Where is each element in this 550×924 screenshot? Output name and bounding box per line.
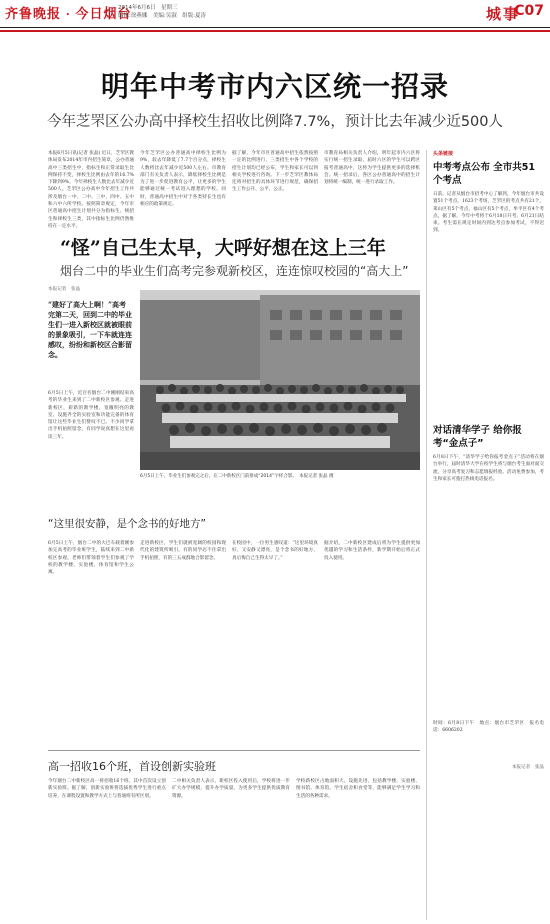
feature-section-col3: 在校园中，一位男生感叹道：“这里环境真好，又安静又漂亮，是个念书的好地方，真后悔自己生得太早了。”: [232, 541, 318, 561]
sidebar: [426, 150, 544, 920]
sidebar-item2-info: 时间：6月8日下午 地点：烟台市芝罘区 报名电话：6606202: [433, 721, 544, 734]
issue-info: [118, 4, 206, 20]
feature-pull-quote: “建好了高大上啊！”高考完第二天，回到二中的毕业生们一进入新校区就被眼前的景象吸引，一下车就连连感叹，纷纷和新校区合影留念。: [48, 300, 132, 359]
editors-line: 编辑:徐燕娜 美编:吴淑 组版:夏涛: [118, 13, 207, 19]
feature-byline: 本报记者 张晶: [48, 287, 81, 292]
page-header: [0, 0, 550, 28]
bottom-headline: 高一招收16个班，首设创新实验班: [48, 760, 216, 773]
sidebar-item1-title: 中考考点公布 全市共51个考点: [433, 162, 536, 186]
header-divider: [0, 30, 550, 32]
group-photo: [140, 290, 420, 470]
feature-section-heading: “这里很安静，是个念书的好地方”: [48, 518, 206, 530]
section-name: 城事: [485, 5, 520, 23]
edition-name: 今日烟台: [75, 7, 132, 22]
feature-section-col2: 走进新校区，学生们就被宽阔的校园和现代化的建筑所吸引，有的同学忍不住拿出手机拍照，有的三五成群地合影留念。: [140, 541, 226, 561]
sidebar-item2-title: 对话清华学子 给你报考“金点子”: [433, 425, 522, 449]
feature-section-col4: 据介绍，二中新校区建成后将为学生提供更加优越的学习和生活条件，新学期开始后将正式投入使用。: [324, 541, 420, 561]
date-line: 2014年6月6日 星期三: [118, 5, 178, 11]
sidebar-item1-text: 日前，记者从烟台市招考中心了解到，今年烟台市共设置51个考点，1623个考场，芝罘区的考点共有21个，莱山区有5个考点，福山区有5个考点，牟平区有4个考点。据了解，今年中考将于6月18日开考，6月21日结束。考生需在规定时间内到达考点参加考试，不得迟到。: [433, 192, 544, 234]
photo-caption: 6月5日上午，毕业生们参观完之后，在二中新校区门前排成“2014”字样合影。 本报记者 张晶 摄: [140, 474, 334, 479]
masthead-title: 齐鲁晚报: [5, 7, 62, 22]
feature-subheadline: 烟台二中的毕业生们高考完参观新校区，连连惊叹校园的“高大上”: [60, 264, 409, 278]
bottom-article-col2: 二中相关负责人表示，新校区投入使用后，学校将进一步扩大办学规模，提升办学质量，为更多学生提供优质教育资源。: [172, 779, 290, 799]
main-headline: 明年中考市内六区统一招录: [100, 70, 449, 103]
section-divider: [48, 750, 420, 751]
feature-intro-text: 6月5日上午，近百名烟台二中刚刚结束高考的毕业生来到了二中新校区参观。走进新校区，崭新的教学楼、宽敞明亮的教室、设施齐全的实验室和功能完备的体育馆让这些毕业生们赞叹不已。不少同学拿出手机拍照留念，有同学说真想在这里再读三年。: [48, 391, 134, 440]
main-subheadline: 今年芝罘区公办高中择校生招收比例降7.7%，预计比去年减少近500人: [46, 114, 503, 130]
lead-article-col1: 本报6月5日讯(记者 张晶) 近日，芝罘区教体局发布2014年市内招生简章，公办普通高中三类招生中，指标生和正常录取生比例保持不变，择校生比例由去年的16.7%下降到9%，今年择校生人数比去年减少近500人。芝罘区公办高中今年招生工作共涉及烟台一中、二中、三中、四中、五中和六中六所学校。按照简章规定，今年市区普通高中招生计划共分为指标生、统招生和择校生三类，其中指标生比例仍然维持在一定水平。: [48, 151, 134, 229]
bottom-article-col1: 今年烟台二中新校区高一将招收16个班，其中首次设立创新实验班。据了解，创新实验班将选拔优秀学生进行重点培养，在课程设置和教学方式上与普通班有所区别。: [48, 779, 166, 799]
bottom-article-col3: 学校新校区占地面积大，设施先进，包括教学楼、实验楼、图书馆、体育馆、学生宿舍和食堂等，能够满足学生学习和生活的各种需求。: [296, 779, 420, 799]
lead-article-col4: 市教育局相关负责人介绍，明年起市内六区将实行统一招生录取，届时六区的学生可以跨区报考普通高中，这将为学生提供更多的选择机会。统一招录后，各区公办普通高中的招生计划将统一编制，统一进行录取工作。: [324, 151, 420, 186]
group-photo-illustration: [140, 290, 420, 470]
sidebar-item2-text: 6月8日下午，“清华学子给你报考金点子”活动将在烟台举行，届时清华大学在校学生将与烟台考生面对面交流，分享高考复习和志愿填报经验。活动免费参加，考生和家长可拨打热线电话报名。: [433, 455, 544, 482]
feature-section-col1: 6月5日上午，烟台二中的大巴车载着刚参加完高考的毕业班学生，陆续来到二中新校区参观。老师们带领着学生们参观了学校的教学楼、实验楼、体育馆和学生公寓。: [48, 541, 134, 576]
page-code: C07: [514, 3, 544, 19]
masthead: 齐鲁晚报 · 今日烟台: [5, 7, 132, 22]
sidebar-editor: 本报记者 张晶: [511, 765, 544, 770]
lead-article-col2: 今年芝罘区公办普通高中择校生比例为9%，较去年降低了7.7个百分点，择校生人数将比去年减少近500人左右。市教育部门有关负责人表示，降低择校生比例是为了进一步促进教育公平，让更多的学生能够通过统一考试进入理想的学校。同时，普通高中招生中对于各类特长生也有相应的政策规定。: [140, 151, 226, 208]
feature-headline: “怪”自己生太早，大呼好想在这上三年: [60, 237, 386, 259]
lead-article-col3: 据了解，今年市区普通高中招生依然按照一定的比例进行，三类招生中各个学校的招生计划均已经公布，学生和家长可以到相关学校进行咨询。下一步芝罘区教体局还将对招生的具体环节进行规范，确保招生工作公开、公平、公正。: [232, 151, 318, 193]
sidebar-tag: 头条链接: [433, 151, 454, 157]
